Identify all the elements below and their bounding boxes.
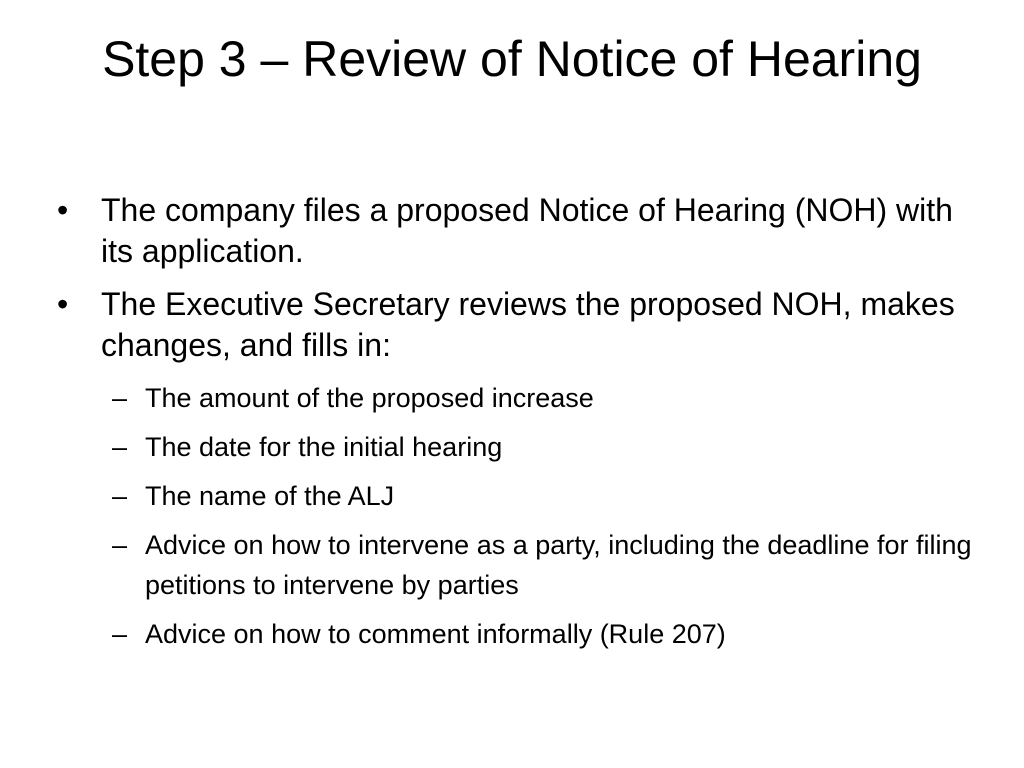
sub-item <box>112 614 977 654</box>
bullet-item <box>57 190 977 272</box>
sub-item-text: The date for the initial hearing <box>145 432 503 462</box>
sub-item-text: Advice on how to comment informally (Rule 207) <box>145 619 726 649</box>
sub-list <box>112 378 977 654</box>
dash-marker: – <box>112 481 128 511</box>
sub-item <box>112 427 977 467</box>
sub-item <box>112 378 977 418</box>
bullet-text: The company files a proposed Notice of Hearing (NOH) with its application. <box>101 192 953 269</box>
bullet-item <box>57 284 977 366</box>
slide-title: Step 3 – Review of Notice of Hearing <box>102 31 922 87</box>
sub-item-text: Advice on how to intervene as a party, including the deadline for filing petitions to intervene by parties <box>145 530 972 600</box>
sub-item-text: The name of the ALJ <box>145 481 395 511</box>
bullet-marker: • <box>57 192 69 228</box>
dash-marker: – <box>112 530 128 560</box>
dash-marker: – <box>112 619 128 649</box>
slide-body <box>57 190 977 663</box>
sub-item <box>112 525 977 605</box>
sub-item-text: The amount of the proposed increase <box>145 383 594 413</box>
sub-item <box>112 476 977 516</box>
bullet-marker: • <box>57 286 69 322</box>
dash-marker: – <box>112 432 128 462</box>
dash-marker: – <box>112 383 128 413</box>
bullet-text: The Executive Secretary reviews the proposed NOH, makes changes, and fills in: <box>101 286 955 363</box>
